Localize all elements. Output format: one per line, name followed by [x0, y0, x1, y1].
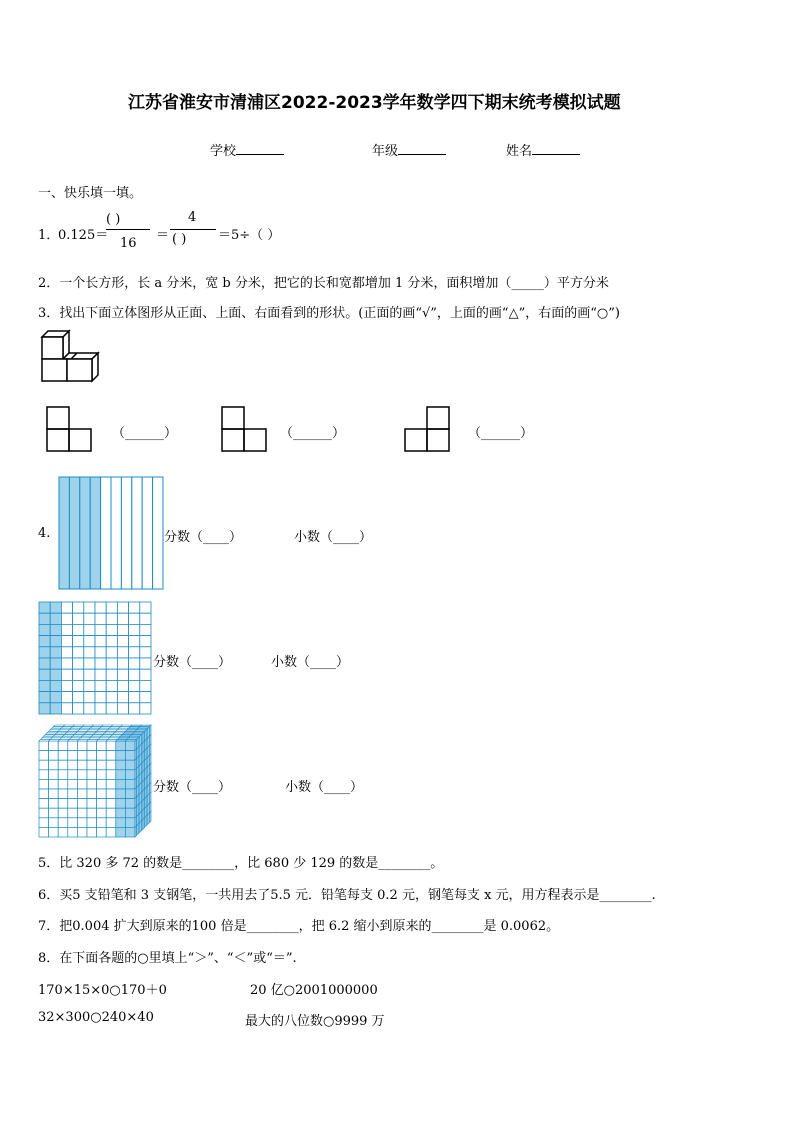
- strip-cell: [132, 477, 142, 589]
- grid-cell: [73, 680, 84, 691]
- cube-front-cell: [116, 808, 126, 818]
- grid-cell: [140, 669, 151, 680]
- cube-front-cell: [125, 751, 135, 761]
- cube-front-cell: [125, 818, 135, 828]
- cube-front-cell: [68, 818, 78, 828]
- grid-cell: [73, 647, 84, 658]
- cube-front-cell: [68, 799, 78, 809]
- grid-cell: [39, 636, 50, 647]
- cube-front-cell: [97, 827, 107, 837]
- grid-cell: [95, 602, 106, 613]
- cube-front-cell: [39, 789, 49, 799]
- q8-item-4[interactable]: 最大的八位数○9999 万: [245, 1014, 385, 1029]
- q4-tenths-strip: [58, 476, 164, 590]
- cube-front-cell: [116, 760, 126, 770]
- cube-front-cell: [58, 779, 68, 789]
- grid-cell: [39, 624, 50, 635]
- grid-cell: [117, 703, 128, 714]
- cube-front-cell: [68, 789, 78, 799]
- cube-front-cell: [39, 818, 49, 828]
- grid-cell: [61, 636, 72, 647]
- cube-front-cell: [58, 799, 68, 809]
- q1-tail: ＝5÷（ ）: [218, 228, 281, 243]
- cube-front-cell: [106, 818, 116, 828]
- grid-cell: [106, 658, 117, 669]
- cube-front-cell: [58, 760, 68, 770]
- cube-front-cell: [87, 789, 97, 799]
- cube-front-cell: [106, 779, 116, 789]
- q1-blank-denominator[interactable]: ( ): [172, 232, 187, 247]
- cube-front-cell: [49, 808, 59, 818]
- strip-cell: [142, 477, 152, 589]
- grid-cell: [140, 703, 151, 714]
- grid-cell: [129, 692, 140, 703]
- grid-cell: [50, 669, 61, 680]
- q3-blank-1[interactable]: （______）: [112, 426, 178, 441]
- strip-cell: [90, 477, 100, 589]
- grade-field: [372, 140, 446, 159]
- cube-front-cell: [97, 789, 107, 799]
- cube-front-cell: [58, 770, 68, 780]
- grid-cell: [106, 613, 117, 624]
- cube-front-cell: [116, 789, 126, 799]
- grid-cell: [39, 658, 50, 669]
- grid-cell: [129, 658, 140, 669]
- cube-front-cell: [125, 770, 135, 780]
- cube-front-cell: [125, 779, 135, 789]
- grid-cell: [73, 692, 84, 703]
- grid-cell: [39, 692, 50, 703]
- cube-front-cell: [58, 827, 68, 837]
- q1-blank-numerator[interactable]: ( ): [106, 212, 121, 227]
- grid-cell: [84, 613, 95, 624]
- grid-cell: [73, 613, 84, 624]
- cube-front-cell: [106, 789, 116, 799]
- grid-cell: [84, 647, 95, 658]
- q8-text: 8．在下面各题的○里填上“＞”、“＜”或“＝”.: [38, 951, 297, 966]
- strip-cell: [69, 477, 79, 589]
- cube-front-cell: [77, 741, 87, 751]
- q8-item-3[interactable]: 32×300○240×40: [38, 1010, 154, 1025]
- school-label: 学校: [210, 144, 237, 159]
- q5-text: 5．比 320 多 72 的数是________，比 680 少 129 的数是________。: [38, 856, 444, 871]
- grid-cell: [84, 669, 95, 680]
- grid-cell: [106, 636, 117, 647]
- cube-front-cell: [77, 770, 87, 780]
- cube-front-cell: [68, 741, 78, 751]
- grid-cell: [140, 636, 151, 647]
- q1-equals: ＝: [156, 228, 170, 243]
- cube-front-cell: [125, 760, 135, 770]
- cube-front-cell: [116, 818, 126, 828]
- strip-cell: [101, 477, 111, 589]
- grid-cell: [61, 613, 72, 624]
- grid-cell: [84, 636, 95, 647]
- cube-front-cell: [39, 770, 49, 780]
- grid-cell: [95, 647, 106, 658]
- cube-front-cell: [116, 827, 126, 837]
- cube-front-cell: [97, 808, 107, 818]
- q4-thousandths-cube: [38, 724, 154, 840]
- cube-front-cell: [97, 799, 107, 809]
- grid-cell: [39, 613, 50, 624]
- q3-view-3: [404, 406, 452, 454]
- cube-front-cell: [87, 799, 97, 809]
- cube-front-cell: [58, 789, 68, 799]
- grid-cell: [61, 703, 72, 714]
- grid-cell: [129, 669, 140, 680]
- grid-cell: [50, 613, 61, 624]
- grid-cell: [106, 602, 117, 613]
- grid-cell: [117, 680, 128, 691]
- q1-fraction-bar-2: [170, 229, 216, 230]
- grid-cell: [117, 658, 128, 669]
- q3-blank-2[interactable]: （______）: [280, 426, 346, 441]
- grid-cell: [95, 692, 106, 703]
- name-field: [506, 140, 580, 159]
- cube-front-cell: [68, 808, 78, 818]
- cube-front-cell: [58, 741, 68, 751]
- grid-cell: [84, 624, 95, 635]
- grid-cell: [129, 703, 140, 714]
- q3-view-2: [221, 406, 269, 454]
- cube-front-cell: [77, 818, 87, 828]
- cube-front-cell: [49, 751, 59, 761]
- cube-front-cell: [77, 760, 87, 770]
- strip-cell: [59, 477, 69, 589]
- cube-front-cell: [68, 770, 78, 780]
- cube-front-cell: [125, 808, 135, 818]
- grid-cell: [73, 602, 84, 613]
- grid-cell: [50, 602, 61, 613]
- grid-cell: [95, 658, 106, 669]
- cube-front-cell: [49, 789, 59, 799]
- grid-cell: [140, 658, 151, 669]
- grid-cell: [61, 658, 72, 669]
- cube-front-cell: [87, 741, 97, 751]
- grid-cell: [129, 680, 140, 691]
- cube-front-cell: [87, 770, 97, 780]
- grid-cell: [140, 624, 151, 635]
- grid-cell: [129, 647, 140, 658]
- q4b-decimal-label[interactable]: 小数（____）: [271, 655, 350, 670]
- cube-front-cell: [77, 827, 87, 837]
- grid-cell: [95, 669, 106, 680]
- grid-cell: [84, 692, 95, 703]
- cube-front-cell: [77, 789, 87, 799]
- cube-front-cell: [97, 770, 107, 780]
- cube-right-cell: [149, 811, 151, 822]
- cube-front-cell: [106, 741, 116, 751]
- grid-cell: [117, 669, 128, 680]
- cube-front-cell: [68, 779, 78, 789]
- cube-front-cell: [116, 799, 126, 809]
- grid-cell: [39, 680, 50, 691]
- grid-cell: [84, 602, 95, 613]
- cube-front-cell: [39, 779, 49, 789]
- grid-cell: [50, 647, 61, 658]
- grid-cell: [50, 636, 61, 647]
- grid-cell: [39, 647, 50, 658]
- cube-front-cell: [39, 760, 49, 770]
- q4b-fraction-label[interactable]: 分数（____）: [153, 655, 232, 670]
- grid-cell: [117, 692, 128, 703]
- grid-cell: [117, 647, 128, 658]
- cube-front-cell: [39, 799, 49, 809]
- cube-front-cell: [87, 760, 97, 770]
- cube-front-cell: [106, 770, 116, 780]
- cube-front-cell: [58, 808, 68, 818]
- q1-lead: 0.125＝: [58, 228, 109, 243]
- grid-cell: [140, 680, 151, 691]
- grid-cell: [73, 658, 84, 669]
- grid-cell: [61, 624, 72, 635]
- q3-blank-3[interactable]: （______）: [468, 426, 534, 441]
- name-label: 姓名: [506, 144, 533, 159]
- grid-cell: [117, 602, 128, 613]
- cube-front-cell: [49, 827, 59, 837]
- grid-cell: [106, 669, 117, 680]
- page-title: 江苏省淮安市清浦区2022-2023学年数学四下期末统考模拟试题: [128, 93, 621, 113]
- q8-item-2[interactable]: 20 亿○2001000000: [250, 983, 378, 998]
- cube-front-cell: [49, 799, 59, 809]
- cube-front-cell: [116, 770, 126, 780]
- cube-front-cell: [58, 751, 68, 761]
- school-blank[interactable]: [236, 140, 284, 155]
- cube-front-cell: [106, 827, 116, 837]
- cube-front-cell: [97, 760, 107, 770]
- cube-front-cell: [39, 808, 49, 818]
- grid-cell: [106, 647, 117, 658]
- grid-cell: [73, 636, 84, 647]
- cube-front-cell: [106, 760, 116, 770]
- cube-front-cell: [49, 760, 59, 770]
- cube-front-cell: [87, 818, 97, 828]
- grid-cell: [50, 658, 61, 669]
- q3-view-1: [46, 406, 94, 454]
- grid-cell: [50, 680, 61, 691]
- q1-fraction-bar-1: [106, 229, 150, 230]
- cube-front-cell: [116, 741, 126, 751]
- cube-front-cell: [49, 779, 59, 789]
- q4c-decimal-label[interactable]: 小数（____）: [285, 780, 364, 795]
- grid-cell: [61, 692, 72, 703]
- q3-text: 3．找出下面立体图形从正面、上面、右面看到的形状。(正面的画“√”，上面的画“△”，右面的画“○”): [38, 306, 620, 321]
- school-field: [210, 140, 284, 159]
- grid-cell: [95, 703, 106, 714]
- grid-cell: [39, 703, 50, 714]
- q4a-fraction-label[interactable]: 分数（____）: [164, 530, 243, 545]
- grid-cell: [84, 703, 95, 714]
- grid-cell: [106, 680, 117, 691]
- cube-front-cell: [125, 827, 135, 837]
- cube-front-cell: [97, 779, 107, 789]
- cube-front-cell: [39, 751, 49, 761]
- cube-front-cell: [97, 818, 107, 828]
- q2-text: 2．一个长方形，长 a 分米，宽 b 分米，把它的长和宽都增加 1 分米，面积增加（_____）平方分米: [38, 276, 609, 291]
- q4-hundredths-grid: [38, 601, 152, 715]
- cube-front-cell: [87, 779, 97, 789]
- cube-front-cell: [106, 751, 116, 761]
- q6-text: 6．买5 支铅笔和 3 支钢笔，一共用去了5.5 元．铅笔每支 0.2 元，钢笔每支 x 元，用方程表示是________.: [38, 888, 656, 903]
- grid-cell: [84, 658, 95, 669]
- grid-cell: [129, 602, 140, 613]
- grid-cell: [106, 703, 117, 714]
- q4-number: 4.: [38, 526, 51, 541]
- grid-cell: [117, 613, 128, 624]
- strip-cell: [111, 477, 121, 589]
- strip-cell: [153, 477, 163, 589]
- grid-cell: [95, 680, 106, 691]
- grid-cell: [39, 669, 50, 680]
- q1-number: 1．: [38, 228, 60, 243]
- grid-cell: [50, 624, 61, 635]
- section-heading: 一、快乐填一填。: [38, 186, 143, 201]
- grid-cell: [129, 613, 140, 624]
- grid-cell: [95, 613, 106, 624]
- grid-cell: [140, 692, 151, 703]
- grid-cell: [95, 624, 106, 635]
- grid-cell: [61, 669, 72, 680]
- grid-cell: [39, 602, 50, 613]
- grid-cell: [140, 613, 151, 624]
- grid-cell: [117, 624, 128, 635]
- cube-front-cell: [97, 751, 107, 761]
- cube-front-cell: [68, 751, 78, 761]
- q1-denominator-16: 16: [120, 236, 137, 251]
- cube-front-cell: [58, 818, 68, 828]
- grid-cell: [106, 692, 117, 703]
- cube-front-cell: [68, 760, 78, 770]
- grid-cell: [84, 680, 95, 691]
- cube-front-cell: [87, 827, 97, 837]
- strip-cell: [121, 477, 131, 589]
- cube-front-cell: [39, 741, 49, 751]
- cube-front-cell: [125, 741, 135, 751]
- grade-blank[interactable]: [398, 140, 446, 155]
- q4a-decimal-label[interactable]: 小数（____）: [294, 530, 373, 545]
- grid-cell: [73, 703, 84, 714]
- cube-front-cell: [77, 779, 87, 789]
- cube-front-cell: [106, 808, 116, 818]
- cube-front-cell: [125, 799, 135, 809]
- grid-cell: [140, 602, 151, 613]
- grid-cell: [73, 669, 84, 680]
- grid-cell: [95, 636, 106, 647]
- cube-front-cell: [77, 808, 87, 818]
- cube-front-cell: [68, 827, 78, 837]
- q7-text: 7．把0.004 扩大到原来的100 倍是________，把 6.2 缩小到原来的________是 0.0062。: [38, 919, 560, 934]
- q3-solid-figure: [38, 328, 102, 384]
- grid-cell: [61, 602, 72, 613]
- grid-cell: [61, 680, 72, 691]
- grid-cell: [106, 624, 117, 635]
- grade-label: 年级: [372, 144, 399, 159]
- name-blank[interactable]: [532, 140, 580, 155]
- grid-cell: [61, 647, 72, 658]
- cube-front-cell: [97, 741, 107, 751]
- cube-front-cell: [106, 799, 116, 809]
- strip-cell: [80, 477, 90, 589]
- grid-cell: [50, 692, 61, 703]
- q4c-fraction-label[interactable]: 分数（____）: [153, 780, 232, 795]
- cube-front-cell: [116, 751, 126, 761]
- cube-front-cell: [87, 751, 97, 761]
- cube-front-cell: [125, 789, 135, 799]
- cube-front-cell: [39, 827, 49, 837]
- grid-cell: [140, 647, 151, 658]
- grid-cell: [50, 703, 61, 714]
- cube-front-cell: [49, 818, 59, 828]
- grid-cell: [129, 624, 140, 635]
- cube-front-cell: [49, 741, 59, 751]
- q8-item-1[interactable]: 170×15×0○170＋0: [38, 983, 167, 998]
- cube-front-cell: [49, 770, 59, 780]
- grid-cell: [73, 624, 84, 635]
- grid-cell: [129, 636, 140, 647]
- q1-numerator-4: 4: [188, 210, 197, 225]
- cube-front-cell: [77, 751, 87, 761]
- grid-cell: [117, 636, 128, 647]
- cube-front-cell: [87, 808, 97, 818]
- cube-front-cell: [116, 779, 126, 789]
- cube-front-cell: [77, 799, 87, 809]
